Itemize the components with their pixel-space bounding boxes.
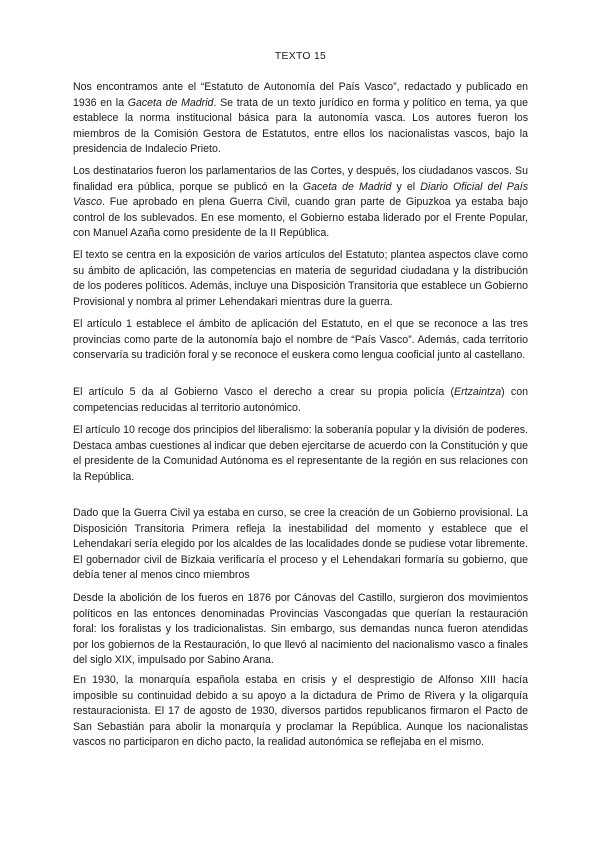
paragraph-text: El texto se centra en la exposición de varios artículos del Estatuto; plantea aspectos clave como su ámbito de aplicación, las competencias en materia de seguridad ciudadana y la distribución de los poderes políticos. Además, incluye una Disposición Transitoria que establece un Gobierno Provisional y nombra al primer Lehendakari mientras dure la guerra. [73, 249, 528, 308]
paragraph-text: . Se trata de un texto jurídico en forma y político en tema, ya que establece la norma institucional básica para la autonomía vasca. Los autores fueron los miembros de la Comisión Gestora de Estatutos, entre ellos los nacionalistas vascos, bajo la presidencia de Indalecio Prieto. [73, 96, 528, 156]
italic-text: Ertzaintza [454, 386, 502, 398]
document-page [73, 0, 528, 848]
paragraph-text: El artículo 10 recoge dos principios del liberalismo: la soberanía popular y la división de poderes. Destaca ambas cuestiones al indicar que deben ejercitarse de acuerdo con la Constitución y que el presidente de la Comunidad Autónoma es el representante de la región en sus relaciones con la República. [73, 424, 528, 483]
paragraph-text: Los destinatarios fueron los parlamentarios de las Cortes, y después, los ciudadanos vascos. Su finalidad era pública, porque se publicó en la [73, 165, 528, 193]
paragraph-article-10 [73, 423, 528, 485]
paragraph-article-1 [73, 317, 528, 364]
paragraph-text: ) con competencias reducidas al territorio autonómico. [73, 386, 528, 414]
paragraph-intro [73, 80, 528, 158]
paragraph-text: y el [391, 180, 421, 193]
italic-text: Gaceta de Madrid [127, 96, 214, 109]
paragraph-text: El artículo 1 establece el ámbito de aplicación del Estatuto, en el que se reconoce a las tres provincias como parte de la autonomía bajo el nombre de “País Vasco”. Además, cada territorio conservaría su tradición foral y se reconoce el euskera como lengua cooficial junto al castellano. [73, 318, 528, 362]
document-title: TEXTO 15 [274, 51, 327, 62]
paragraph-text: Dado que la Guerra Civil ya estaba en curso, se cree la creación de un Gobierno provisional. La Disposición Transitoria Primera refleja la inestabilidad del momento y establece que el Lehendakari sería elegido por los alcaldes de las localidades donde se pudiese votar libremente. El gobernador civil de Bizkaia verificaría el proceso y el Lehendakari formaría su gobierno, que debía tener al menos cinco miembros [73, 507, 528, 582]
paragraph-content [73, 248, 528, 310]
paragraph-text: Nos encontramos ante el “Estatuto de Autonomía del País Vasco”, redactado y publicado en 1936 en la [73, 81, 528, 109]
paragraph-article-5 [73, 385, 528, 416]
paragraph-text: Desde la abolición de los fueros en 1876 por Cánovas del Castillo, surgieron dos movimientos políticos en las entonces denominadas Provincias Vascongadas que querían la restauración foral: los foralistas y los tradicionalistas. Sin embargo, sus demandas nunca fueron atendidas por los gobiernos de la Restauración, lo que llevó al nacimiento del nacionalismo vasco a finales del siglo XIX, impulsado por Sabino Arana. [73, 592, 528, 667]
paragraph-text: . Fue aprobado en plena Guerra Civil, cuando gran parte de Gipuzkoa ya estaba bajo control de los sublevados. En ese momento, el Gobierno estaba liderado por el Frente Popular, con Manuel Azaña como presidente de la II República. [73, 196, 528, 240]
paragraph-text: El artículo 5 da al Gobierno Vasco el derecho a crear su propia policía ( [73, 386, 455, 398]
italic-text: Gaceta de Madrid [302, 180, 392, 193]
paragraph-1930 [73, 673, 528, 751]
italic-text: Diario Oficial del País Vasco [73, 180, 528, 209]
paragraph-recipients [73, 164, 528, 242]
paragraph-fueros [73, 591, 528, 669]
paragraph-text: En 1930, la monarquía española estaba en crisis y el desprestigio de Alfonso XIII hacía imposible su continuidad debido a su apoyo a la dictadura de Primo de Rivera y la oligarquía restauracionista. El 17 de agosto de 1930, diversos partidos republicanos firmaron el Pacto de San Sebastián para abolir la monarquía y proclamar la República. Aunque los nacionalistas vascos no participaron en dicho pacto, la realidad autonómica se reflejaba en el mismo. [73, 674, 528, 749]
paragraph-transitory [73, 506, 528, 584]
